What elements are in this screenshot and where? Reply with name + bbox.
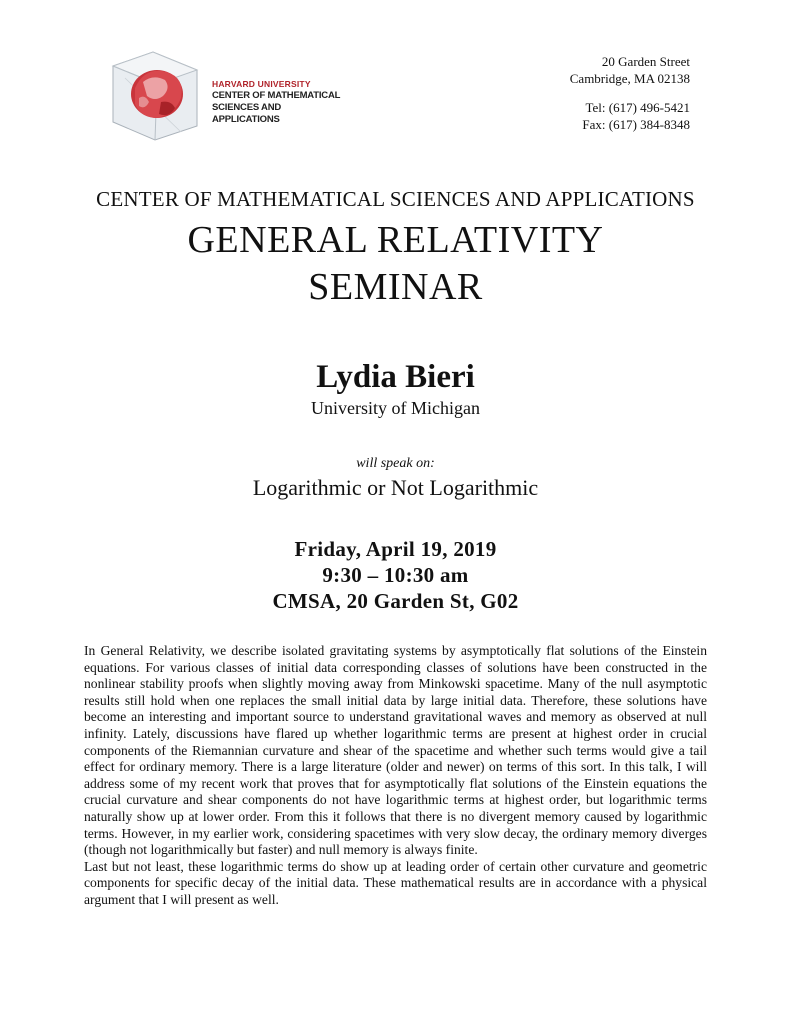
logo-line-2: SCIENCES AND APPLICATIONS bbox=[212, 102, 282, 125]
address-city: Cambridge, MA 02138 bbox=[569, 71, 690, 86]
seminar-title bbox=[0, 217, 791, 311]
address-street: 20 Garden Street bbox=[601, 54, 690, 69]
event-time: 9:30 – 10:30 am bbox=[322, 563, 469, 587]
speaker-name: Lydia Bieri bbox=[316, 359, 475, 395]
talk-intro: will speak on: bbox=[356, 456, 435, 471]
talk-title: Logarithmic or Not Logarithmic bbox=[252, 475, 539, 500]
event-date: Friday, April 19, 2019 bbox=[294, 537, 497, 561]
event-location: CMSA, 20 Garden St, G02 bbox=[272, 589, 519, 613]
seminar-title-line-1: GENERAL RELATIVITY bbox=[187, 219, 604, 261]
cmsa-logo bbox=[105, 48, 345, 143]
seminar-title-line-2: SEMINAR bbox=[308, 266, 483, 308]
logo-text bbox=[212, 78, 345, 126]
logo-line-1: CENTER OF MATHEMATICAL bbox=[212, 90, 341, 101]
address-tel: Tel: (617) 496-5421 bbox=[585, 100, 690, 115]
speaker-affiliation: University of Michigan bbox=[311, 398, 480, 418]
address-fax: Fax: (617) 384-8348 bbox=[582, 117, 690, 132]
center-name: CENTER OF MATHEMATICAL SCIENCES AND APPLICATIONS bbox=[96, 187, 695, 211]
cube-logo-icon bbox=[105, 48, 210, 143]
logo-university: HARVARD UNIVERSITY bbox=[212, 79, 311, 89]
abstract-paragraph-2: Last but not least, these logarithmic terms do show up at leading order of certain other curvature and geometric components for specific decay of the initial data. These mathematical results are in accordance with a physical argument that I will present as well. bbox=[84, 858, 707, 907]
event-details bbox=[0, 536, 791, 614]
abstract-paragraph-1: In General Relativity, we describe isolated gravitating systems by asymptotically flat solutions of the Einstein equations. For various classes of initial data corresponding classes of solutions have been constructed in the nonlinear stability proofs when slightly moving away from Minkowski spacetime. Many of the null asymptotic results still hold when one replaces the small initial data by large initial data. Therefore, these solutions have become an interesting and important source to understand gravitational waves and memory as observed at null infinity. Lately, discussions have flared up whether logarithmic terms are present at highest order in crucial components of the Riemannian curvature and shear of the spacetime and whether such terms would give a tail effect for ordinary memory. There is a large literature (older and newer) on terms of this sort. In this talk, I will address some of my recent work that proves that for asymptotically flat solutions of the Einstein equations the crucial curvature and shear components do not have logarithmic terms at highest order, but logarithmic terms naturally show up at lower order. From this it follows that there is no divergent memory caused by logarithmic terms. However, in my earlier work, considering spacetimes with very slow decay, the ordinary memory diverges (though not logarithmically but faster) and null memory is always finite. bbox=[84, 643, 707, 858]
abstract bbox=[84, 643, 707, 909]
contact-address bbox=[570, 53, 690, 133]
